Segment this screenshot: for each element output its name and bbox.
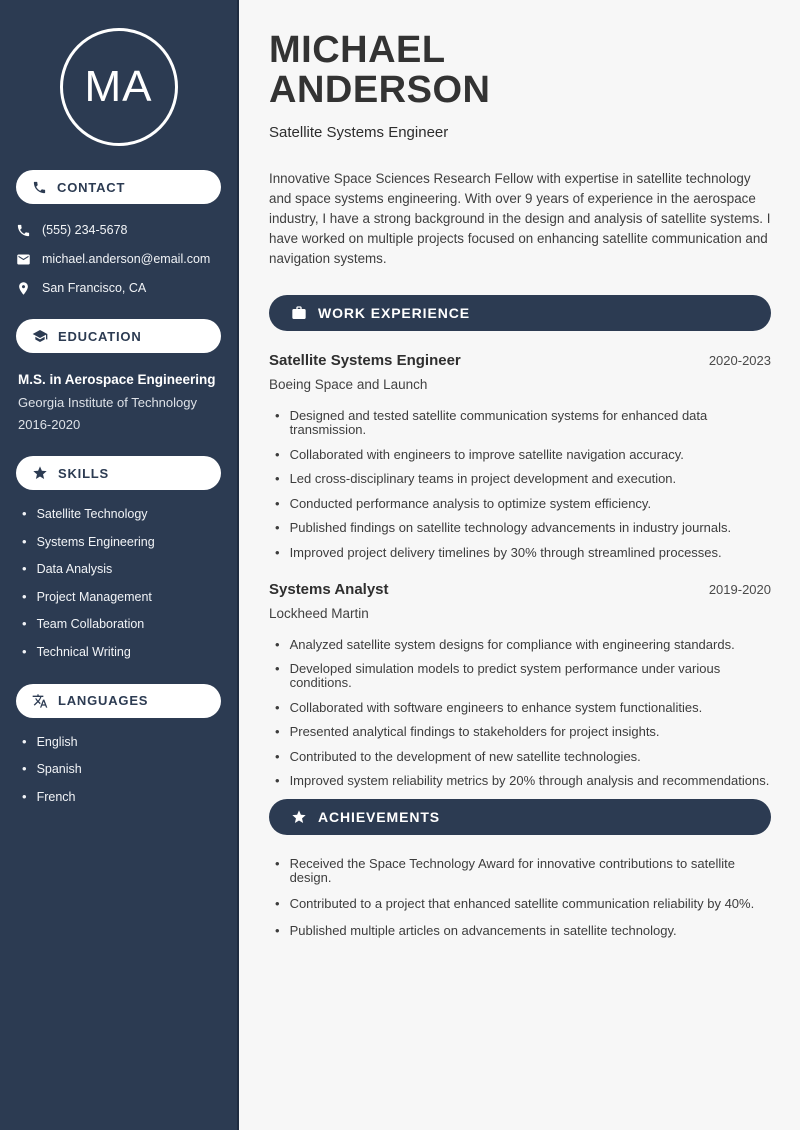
translate-icon bbox=[32, 693, 48, 709]
job-role: Satellite Systems Engineer bbox=[269, 352, 461, 369]
job-entry bbox=[269, 581, 771, 789]
bullet-item: • Led cross-disciplinary teams in project development and execution. bbox=[275, 472, 771, 486]
sidebar bbox=[0, 0, 239, 1130]
skills-section-header bbox=[16, 456, 221, 490]
graduation-cap-icon bbox=[32, 328, 48, 344]
work-experience-banner bbox=[269, 295, 771, 331]
skill-item: • Team Collaboration bbox=[22, 616, 221, 631]
contact-section-header bbox=[16, 170, 221, 204]
skill-item: • Project Management bbox=[22, 589, 221, 604]
skill-item: • Systems Engineering bbox=[22, 534, 221, 549]
bullet-item: • Designed and tested satellite communication systems for enhanced data transmission. bbox=[275, 409, 771, 437]
contact-list bbox=[16, 222, 221, 296]
language-item: • French bbox=[22, 789, 221, 804]
bullet-item: • Improved system reliability metrics by 20% through analysis and recommendations. bbox=[275, 774, 771, 788]
contact-email-row bbox=[16, 251, 221, 267]
bullet-item: • Developed simulation models to predict system performance under various conditions. bbox=[275, 662, 771, 690]
skill-item: • Data Analysis bbox=[22, 561, 221, 576]
achievements-list bbox=[269, 857, 771, 938]
summary-paragraph: Innovative Space Sciences Research Fellow with expertise in satellite technology and space systems engineering. With over 9 years of experience in the aerospace industry, I have a strong background in the design and analysis of satellite systems. I have worked on multiple projects focused on enhancing satellite communication and navigation systems. bbox=[269, 171, 771, 266]
job-header bbox=[269, 581, 771, 598]
education-entry bbox=[16, 372, 221, 432]
languages-section-title: LANGUAGES bbox=[58, 693, 149, 708]
bullet-item: • Conducted performance analysis to optimize system efficiency. bbox=[275, 497, 771, 511]
contact-section-title: CONTACT bbox=[57, 179, 126, 195]
work-experience-title: WORK EXPERIENCE bbox=[318, 305, 470, 321]
skills-list bbox=[16, 506, 221, 659]
bullet-item: • Contributed to the development of new satellite technologies. bbox=[275, 750, 771, 764]
job-entry bbox=[269, 352, 771, 560]
achievements-title: ACHIEVEMENTS bbox=[318, 808, 441, 825]
achievement-item: • Contributed to a project that enhanced satellite communication reliability by 40%. bbox=[275, 897, 771, 911]
skills-section-title: SKILLS bbox=[58, 465, 110, 481]
contact-phone-row bbox=[16, 222, 221, 238]
education-degree: M.S. in Aerospace Engineering bbox=[18, 372, 216, 387]
job-role: Systems Analyst bbox=[269, 580, 389, 598]
bullet-item: • Published findings on satellite technology advancements in industry journals. bbox=[275, 521, 771, 535]
job-dates: 2020-2023 bbox=[708, 353, 771, 368]
phone-value: (555) 234-5678 bbox=[42, 223, 128, 237]
phone-icon bbox=[16, 223, 31, 238]
job-title: Satellite Systems Engineer bbox=[269, 124, 449, 141]
job-company: Boeing Space and Launch bbox=[269, 377, 428, 392]
location-value: San Francisco, CA bbox=[42, 281, 147, 295]
bullet-item: • Collaborated with engineers to improve satellite navigation accuracy. bbox=[275, 448, 771, 462]
language-item: • Spanish bbox=[22, 761, 221, 776]
envelope-icon bbox=[16, 252, 31, 267]
contact-location-row bbox=[16, 280, 221, 296]
first-name: MICHAEL bbox=[269, 29, 446, 71]
avatar bbox=[60, 28, 178, 146]
job-bullet-list bbox=[269, 638, 771, 789]
language-item: • English bbox=[22, 734, 221, 749]
phone-icon bbox=[32, 180, 47, 195]
main-content bbox=[239, 0, 800, 1130]
job-dates: 2019-2020 bbox=[708, 581, 771, 597]
education-section-header bbox=[16, 319, 221, 353]
skill-item: • Satellite Technology bbox=[22, 506, 221, 521]
bullet-item: • Analyzed satellite system designs for compliance with engineering standards. bbox=[275, 638, 771, 652]
avatar-initials: MA bbox=[84, 62, 153, 111]
last-name: ANDERSON bbox=[269, 69, 491, 111]
bullet-item: • Collaborated with software engineers to enhance system functionalities. bbox=[275, 701, 771, 715]
achievement-item: • Received the Space Technology Award for innovative contributions to satellite design. bbox=[275, 857, 771, 885]
achievement-item: • Published multiple articles on advancements in satellite technology. bbox=[275, 924, 771, 938]
star-icon bbox=[291, 809, 307, 825]
briefcase-icon bbox=[291, 305, 307, 321]
languages-section-header bbox=[16, 684, 221, 718]
job-company: Lockheed Martin bbox=[269, 605, 369, 621]
star-icon bbox=[32, 465, 48, 481]
bullet-item: • Improved project delivery timelines by 30% through streamlined processes. bbox=[275, 546, 771, 560]
map-pin-icon bbox=[16, 281, 31, 296]
candidate-name bbox=[269, 30, 771, 110]
skill-item: • Technical Writing bbox=[22, 644, 221, 659]
languages-list bbox=[16, 734, 221, 804]
education-section-title: EDUCATION bbox=[58, 328, 142, 344]
email-value: michael.anderson@email.com bbox=[42, 252, 211, 266]
job-header bbox=[269, 352, 771, 369]
education-years: 2016-2020 bbox=[18, 417, 81, 432]
job-bullet-list bbox=[269, 409, 771, 560]
bullet-item: • Presented analytical findings to stakeholders for project insights. bbox=[275, 725, 771, 739]
achievements-banner bbox=[269, 799, 771, 835]
education-school: Georgia Institute of Technology bbox=[18, 395, 197, 410]
